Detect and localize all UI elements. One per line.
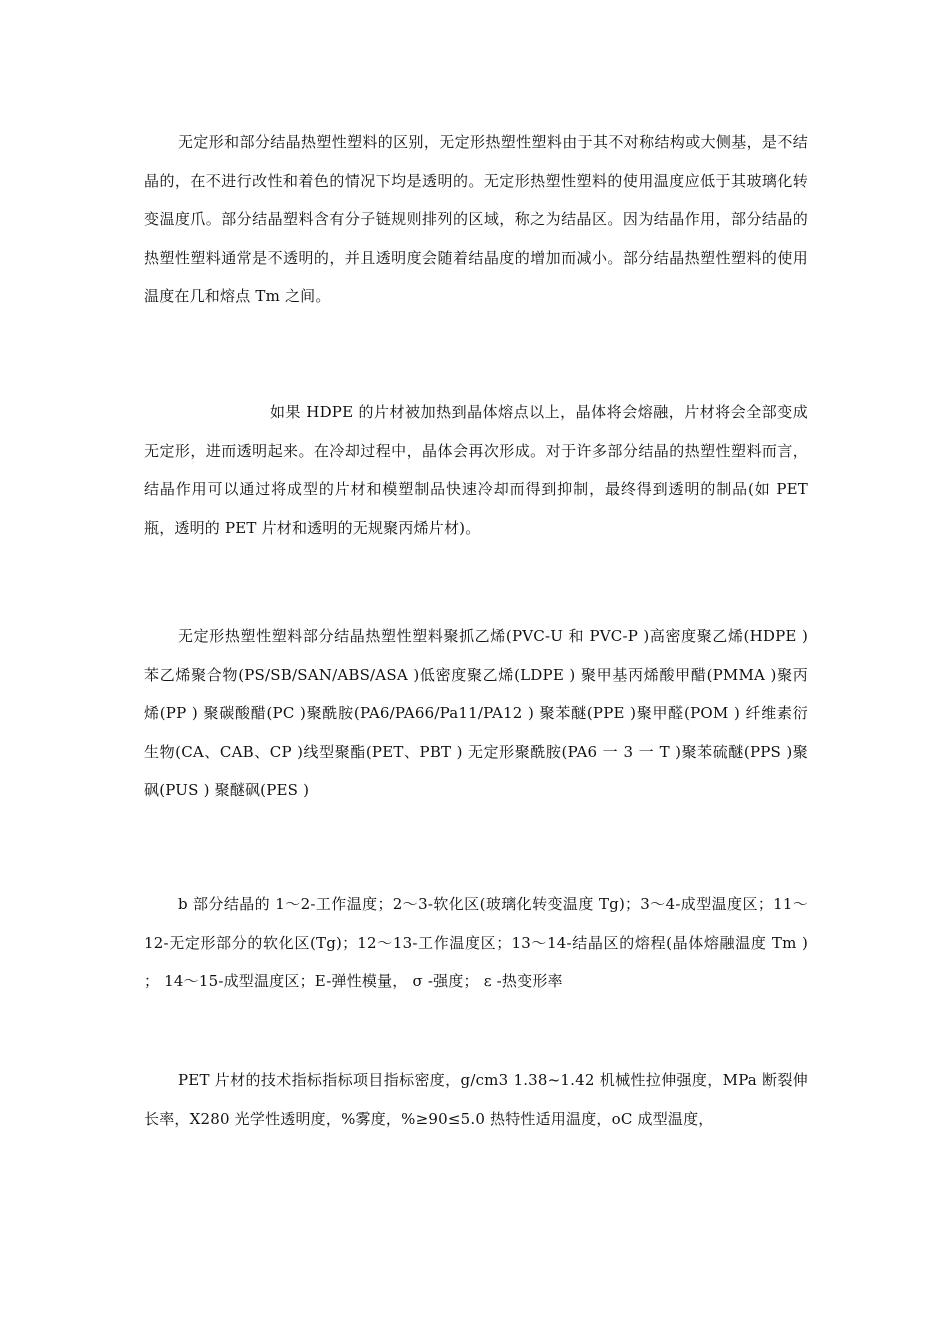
paragraph-plastic-types-list: 无定形热塑性塑料部分结晶热塑性塑料聚抓乙烯(PVC-U 和 PVC-P )高密度聚乙烯(HDPE )苯乙烯聚合物(PS/SB/SAN/ABS/ASA )低密度聚乙烯(LDPE ) 聚甲基丙烯酸甲醋(PMMA )聚丙烯(PP ) 聚碳酸醋(PC )聚酰胺(PA6/PA66/Pa11/PA12 ) 聚苯醚(PPE )聚甲醛(POM ) 纤维素衍生物(CA、CAB、CP )线型聚酯(PET、PBT ) 无定形聚酰胺(PA6 一 3 一 T )聚苯硫醚(PPS )聚砜(PUS ) 聚醚砜(PES ): [144, 627, 808, 799]
paragraph-pet-sheet-specs: PET 片材的技术指标指标项目指标密度，g/cm3 1.38~1.42 机械性拉伸强度，MPa 断裂伸长率，X280 光学性透明度，%雾度，%≥90≤5.0 热特性适用温度，oC 成型温度，: [144, 1071, 808, 1128]
paragraph-hdpe-sheet: 如果 HDPE 的片材被加热到晶体熔点以上，晶体将会熔融，片材将会全部变成无定形，进而透明起来。在冷却过程中，晶体会再次形成。对于许多部分结晶的热塑性塑料而言，结晶作用可以通过将成型的片材和模塑制品快速冷却而得到抑制，最终得到透明的制品(如 PET 瓶，透明的 PET 片材和透明的无规聚丙烯片材)。: [144, 403, 808, 537]
paragraph-temperature-regions: b 部分结晶的 1～2-工作温度；2～3-软化区(玻璃化转变温度 Tg)；3～4-成型温度区；11～12-无定形部分的软化区(Tg)；12～13-工作温度区；13～14-结晶区的熔程(晶体熔融温度 Tm ) ； 14～15-成型温度区；E-弹性模量， σ -强度； ε -热变形率: [144, 895, 808, 990]
paragraph-amorphous-vs-crystalline: 无定形和部分结晶热塑性塑料的区别，无定形热塑性塑料由于其不对称结构或大侧基，是不结晶的，在不进行改性和着色的情况下均是透明的。无定形热塑性塑料的使用温度应低于其玻璃化转变温度爪。部分结晶塑料含有分子链规则排列的区域，称之为结晶区。因为结晶作用，部分结晶的热塑性塑料通常是不透明的，并且透明度会随着结晶度的增加而减小。部分结晶热塑性塑料的使用温度在几和熔点 Tm 之间。: [144, 133, 808, 305]
